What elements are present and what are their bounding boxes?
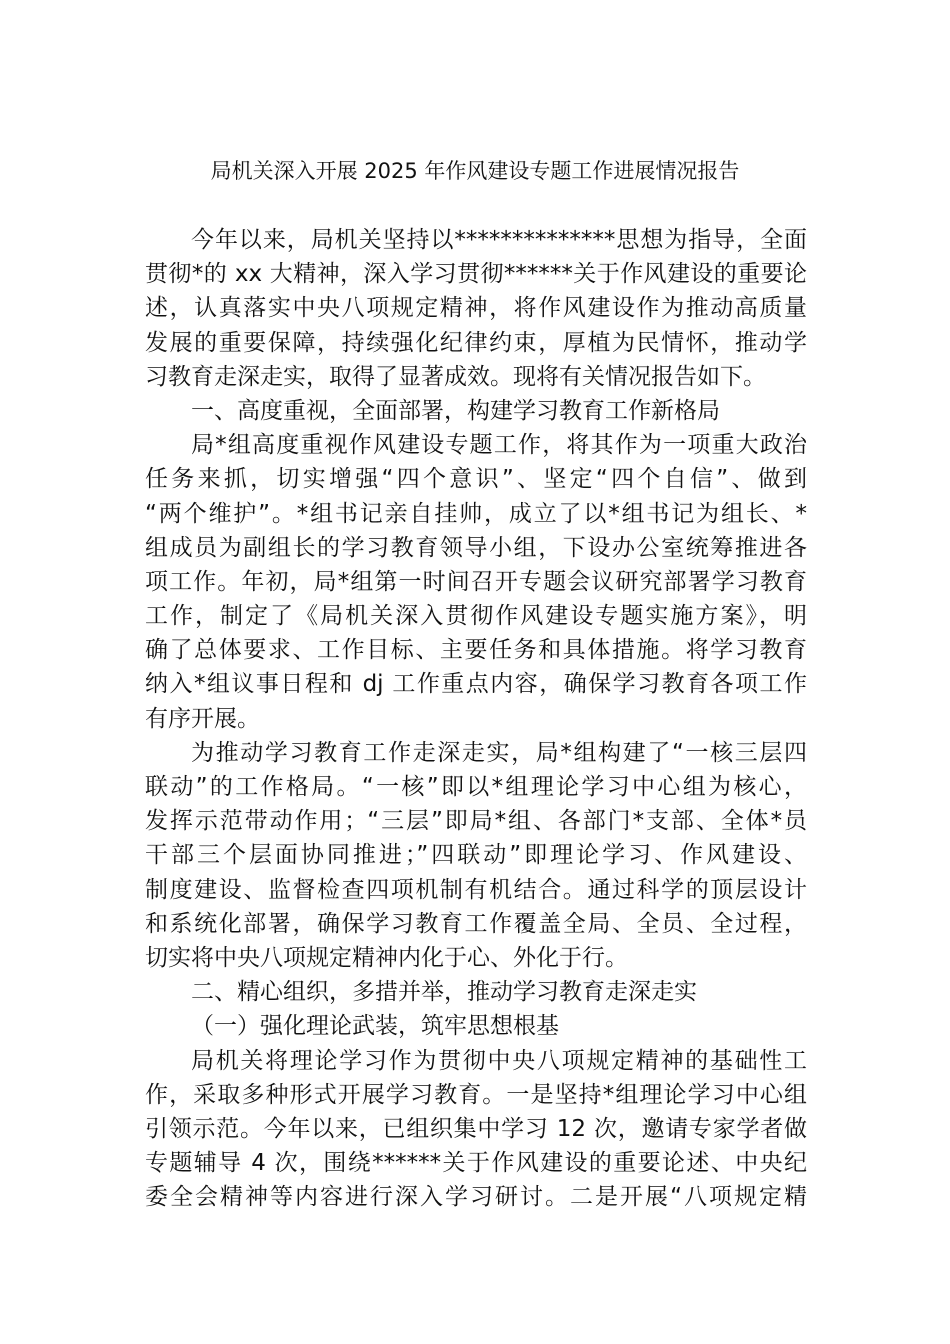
body-line: “两个维护”。*组书记亲自挂帅，成立了以*组书记为组长、* [145,500,807,527]
section-heading-1: 一、高度重视，全面部署，构建学习教育工作新格局 [191,397,720,424]
body-line: 发展的重要保障，持续强化纪律约束，厚植为民情怀，推动学 [145,329,807,356]
document-title: 局机关深入开展 2025 年作风建设专题工作进展情况报告 [210,159,740,183]
body-line: 引领示范。今年以来，已组织集中学习 12 次，邀请专家学者做 [145,1115,807,1142]
body-line: 述，认真落实中央八项规定精神，将作风建设作为推动高质量 [145,295,807,322]
body-line: 发挥示范带动作用；“三层”即局*组、各部门*支部、全体*员 [145,808,807,835]
body-line: 切实将中央八项规定精神内化于心、外化于行。 [145,944,628,971]
body-line: 项工作。年初，局*组第一时间召开专题会议研究部署学习教育 [145,568,807,595]
body-line: 今年以来，局机关坚持以**************思想为指导，全面 [191,227,807,253]
body-line: 局*组高度重视作风建设专题工作，将其作为一项重大政治 [191,432,807,459]
body-line: 为推动学习教育工作走深走实，局*组构建了“一核三层四 [191,739,807,766]
body-line: 专题辅导 4 次，围绕******关于作风建设的重要论述、中央纪 [145,1150,807,1177]
body-line: 习教育走深走实，取得了显著成效。现将有关情况报告如下。 [145,363,766,390]
body-line: 确了总体要求、工作目标、主要任务和具体措施。将学习教育 [145,637,807,664]
body-line: 委全会精神等内容进行深入学习研讨。二是开展“八项规定精 [145,1184,807,1211]
body-line: 贯彻*的 xx 大精神，深入学习贯彻******关于作风建设的重要论 [145,261,807,288]
body-line: 工作，制定了《局机关深入贯彻作风建设专题实施方案》，明 [145,603,807,630]
body-line: 任务来抓，切实增强“四个意识”、坚定“四个自信”、做到 [145,466,807,493]
body-line: 联动”的工作格局。“一核”即以*组理论学习中心组为核心， [145,774,807,800]
body-line: 和系统化部署，确保学习教育工作覆盖全局、全员、全过程， [145,910,807,937]
subsection-heading-1: （一）强化理论武装，筑牢思想根基 [191,1013,559,1040]
section-heading-2: 二、精心组织，多措并举，推动学习教育走深走实 [191,979,697,1006]
body-line: 纳入*组议事日程和 dj 工作重点内容，确保学习教育各项工作 [145,671,807,698]
body-line: 组成员为副组长的学习教育领导小组，下设办公室统筹推进各 [145,534,807,561]
body-line: 干部三个层面协同推进；”四联动”即理论学习、作风建设、 [145,842,807,869]
document-body [145,223,807,1214]
body-line: 局机关将理论学习作为贯彻中央八项规定精神的基础性工 [191,1047,807,1074]
body-line: 作，采取多种形式开展学习教育。一是坚持*组理论学习中心组 [145,1081,807,1108]
body-line: 有序开展。 [145,705,260,732]
body-line: 制度建设、监督检查四项机制有机结合。通过科学的顶层设计 [145,876,807,903]
